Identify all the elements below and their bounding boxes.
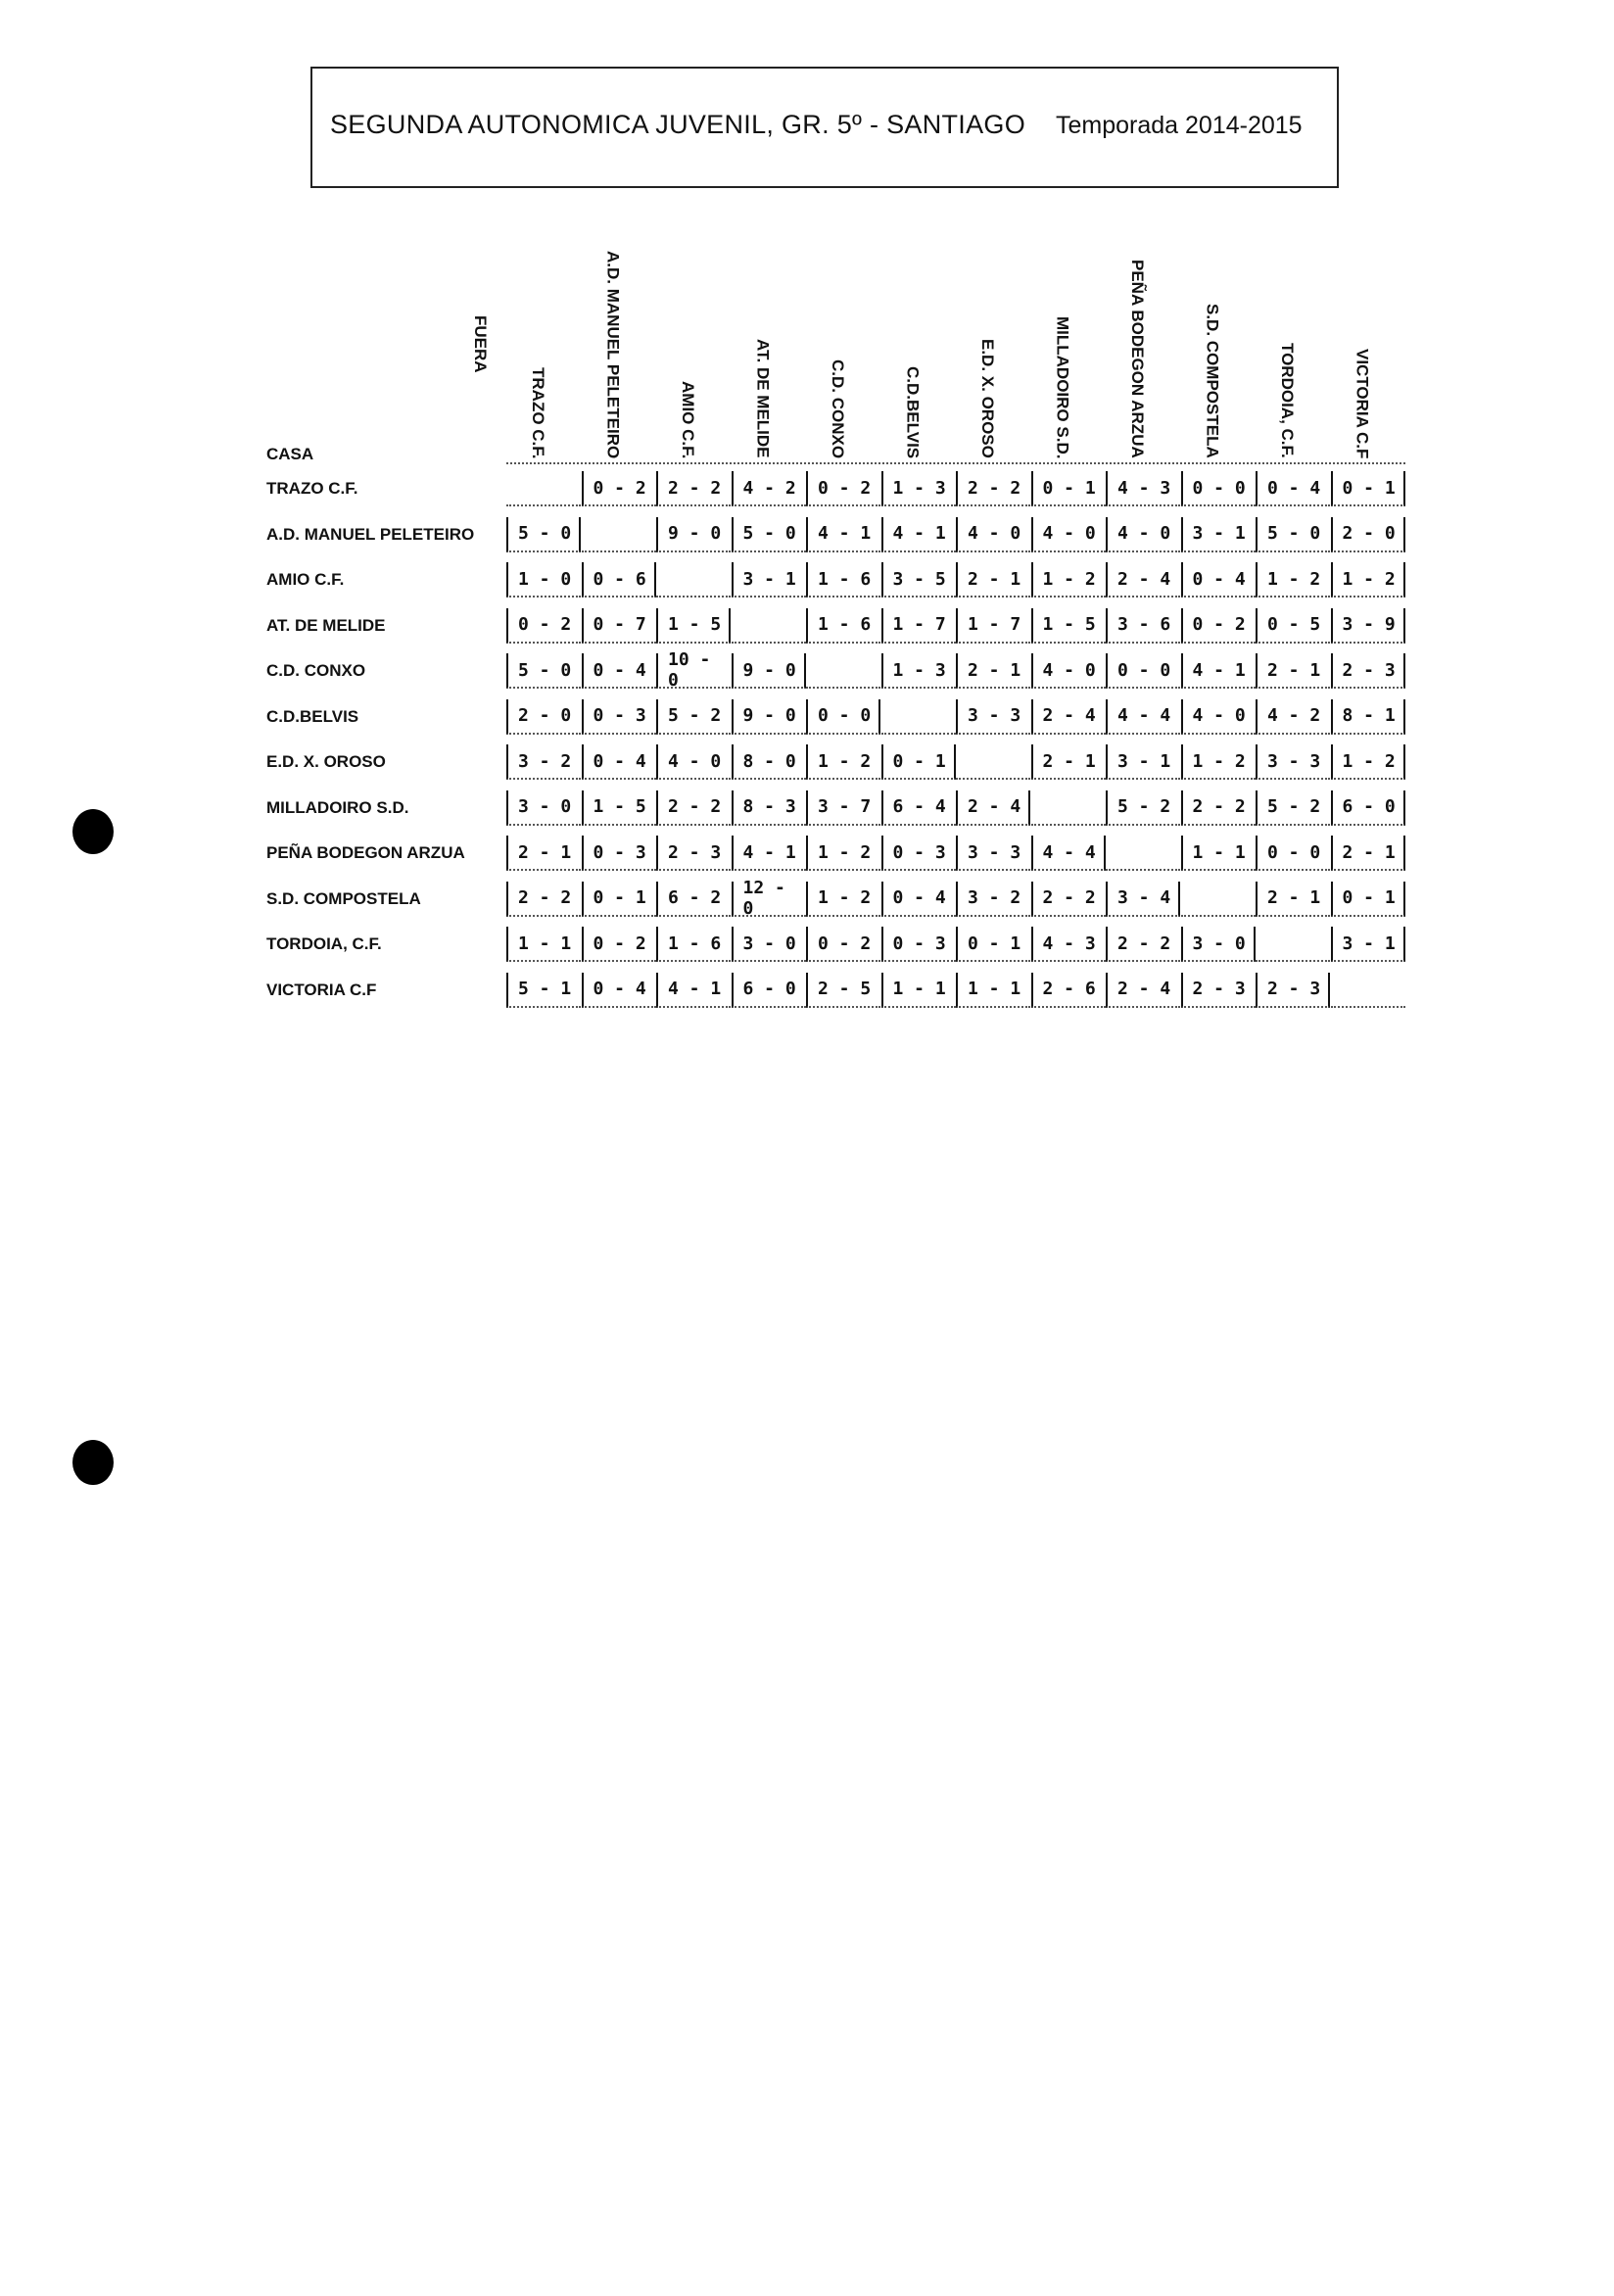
result-cell: 4 - 1 bbox=[881, 517, 956, 552]
result-cell: 3 - 0 bbox=[732, 927, 806, 962]
result-cell: 2 - 1 bbox=[956, 562, 1030, 598]
result-cell: 9 - 0 bbox=[656, 517, 731, 552]
column-header: AT. DE MELIDE bbox=[753, 339, 773, 458]
result-cell: 1 - 7 bbox=[956, 608, 1030, 644]
result-cell: 9 - 0 bbox=[732, 699, 806, 735]
result-cell: 0 - 1 bbox=[881, 744, 956, 780]
row-team-label: TRAZO C.F. bbox=[266, 479, 358, 498]
away-axis-label: FUERA bbox=[471, 315, 490, 373]
empty-cell bbox=[1031, 790, 1106, 826]
result-cell: 0 - 0 bbox=[1181, 471, 1256, 506]
result-cell: 6 - 4 bbox=[881, 790, 956, 826]
result-cell: 2 - 3 bbox=[1331, 653, 1405, 689]
header-rule bbox=[506, 462, 1405, 464]
row-team-label: AMIO C.F. bbox=[266, 570, 345, 589]
result-cell: 4 - 4 bbox=[1106, 699, 1180, 735]
result-cell: 0 - 3 bbox=[881, 927, 956, 962]
result-cell: 4 - 0 bbox=[956, 517, 1030, 552]
result-cell: 2 - 1 bbox=[506, 836, 581, 871]
result-cell: 4 - 1 bbox=[732, 836, 806, 871]
result-cell: 0 - 4 bbox=[582, 653, 656, 689]
result-cell: 3 - 0 bbox=[506, 790, 581, 826]
result-cell: 2 - 2 bbox=[656, 790, 731, 826]
result-cell: 2 - 2 bbox=[1181, 790, 1256, 826]
result-cell: 0 - 4 bbox=[582, 744, 656, 780]
result-cell: 10 - 0 bbox=[656, 653, 731, 689]
empty-cell bbox=[1256, 927, 1330, 962]
result-cell: 1 - 3 bbox=[881, 653, 956, 689]
result-cell: 2 - 2 bbox=[506, 882, 581, 917]
result-cell: 0 - 2 bbox=[506, 608, 581, 644]
result-cell: 0 - 0 bbox=[1106, 653, 1180, 689]
result-cell: 2 - 1 bbox=[1331, 836, 1405, 871]
result-cell: 0 - 7 bbox=[582, 608, 656, 644]
result-cell: 2 - 5 bbox=[806, 973, 880, 1008]
result-cell: 5 - 0 bbox=[732, 517, 806, 552]
empty-cell bbox=[881, 699, 956, 735]
result-cell: 1 - 2 bbox=[1331, 562, 1405, 598]
result-cell: 1 - 5 bbox=[1031, 608, 1106, 644]
result-cell: 6 - 0 bbox=[1331, 790, 1405, 826]
row-team-label: C.D.BELVIS bbox=[266, 706, 359, 726]
result-cell: 1 - 6 bbox=[656, 927, 731, 962]
result-cell: 2 - 2 bbox=[1106, 927, 1180, 962]
result-cell: 0 - 4 bbox=[1181, 562, 1256, 598]
result-cell: 2 - 2 bbox=[656, 471, 731, 506]
punch-hole bbox=[72, 1440, 114, 1485]
result-cell: 3 - 3 bbox=[1256, 744, 1330, 780]
result-cell: 0 - 1 bbox=[1331, 882, 1405, 917]
result-cell: 0 - 6 bbox=[582, 562, 656, 598]
result-cell: 6 - 2 bbox=[656, 882, 731, 917]
result-cell: 2 - 1 bbox=[956, 653, 1030, 689]
result-cell: 3 - 1 bbox=[1331, 927, 1405, 962]
result-cell: 5 - 0 bbox=[506, 653, 581, 689]
result-cell: 5 - 1 bbox=[506, 973, 581, 1008]
result-cell: 1 - 2 bbox=[1181, 744, 1256, 780]
result-cell: 0 - 2 bbox=[582, 471, 656, 506]
result-cell: 1 - 1 bbox=[881, 973, 956, 1008]
row-team-label: E.D. X. OROSO bbox=[266, 752, 386, 771]
result-cell: 3 - 4 bbox=[1106, 882, 1180, 917]
result-cell: 0 - 4 bbox=[881, 882, 956, 917]
result-cell: 0 - 4 bbox=[1256, 471, 1330, 506]
empty-cell bbox=[732, 608, 806, 644]
result-cell: 5 - 0 bbox=[1256, 517, 1330, 552]
result-cell: 0 - 0 bbox=[1256, 836, 1330, 871]
empty-cell bbox=[1331, 973, 1405, 1008]
result-cell: 1 - 1 bbox=[1181, 836, 1256, 871]
result-cell: 1 - 3 bbox=[881, 471, 956, 506]
result-cell: 3 - 0 bbox=[1181, 927, 1256, 962]
result-cell: 4 - 0 bbox=[1031, 517, 1106, 552]
result-cell: 3 - 9 bbox=[1331, 608, 1405, 644]
result-cell: 12 - 0 bbox=[732, 882, 806, 917]
row-team-label: MILLADOIRO S.D. bbox=[266, 797, 409, 817]
result-cell: 1 - 6 bbox=[806, 608, 880, 644]
result-cell: 3 - 6 bbox=[1106, 608, 1180, 644]
result-cell: 1 - 2 bbox=[806, 744, 880, 780]
result-cell: 1 - 0 bbox=[506, 562, 581, 598]
result-cell: 2 - 4 bbox=[1106, 973, 1180, 1008]
result-cell: 3 - 2 bbox=[956, 882, 1030, 917]
result-cell: 0 - 1 bbox=[1331, 471, 1405, 506]
result-cell: 3 - 7 bbox=[806, 790, 880, 826]
result-cell: 4 - 0 bbox=[656, 744, 731, 780]
result-cell: 0 - 0 bbox=[806, 699, 880, 735]
result-cell: 4 - 3 bbox=[1106, 471, 1180, 506]
empty-cell bbox=[806, 653, 880, 689]
result-cell: 2 - 2 bbox=[1031, 882, 1106, 917]
result-cell: 2 - 0 bbox=[506, 699, 581, 735]
result-cell: 2 - 4 bbox=[1106, 562, 1180, 598]
result-cell: 9 - 0 bbox=[732, 653, 806, 689]
column-header: A.D. MANUEL PELETEIRO bbox=[603, 250, 623, 458]
result-cell: 0 - 3 bbox=[881, 836, 956, 871]
result-cell: 0 - 3 bbox=[582, 699, 656, 735]
column-header: VICTORIA C.F bbox=[1353, 348, 1372, 458]
result-cell: 0 - 2 bbox=[582, 927, 656, 962]
column-header: TRAZO C.F. bbox=[529, 366, 547, 458]
result-cell: 0 - 2 bbox=[806, 927, 880, 962]
result-cell: 4 - 0 bbox=[1106, 517, 1180, 552]
result-cell: 4 - 4 bbox=[1031, 836, 1106, 871]
result-cell: 2 - 6 bbox=[1031, 973, 1106, 1008]
result-cell: 0 - 3 bbox=[582, 836, 656, 871]
result-cell: 1 - 1 bbox=[506, 927, 581, 962]
column-header: MILLADOIRO S.D. bbox=[1053, 315, 1072, 458]
result-cell: 2 - 3 bbox=[656, 836, 731, 871]
row-team-label: C.D. CONXO bbox=[266, 661, 366, 680]
result-cell: 5 - 2 bbox=[1106, 790, 1180, 826]
result-cell: 1 - 5 bbox=[582, 790, 656, 826]
column-header: TORDOIA, C.F. bbox=[1278, 343, 1297, 458]
result-cell: 2 - 1 bbox=[1031, 744, 1106, 780]
result-cell: 3 - 2 bbox=[506, 744, 581, 780]
season-label: Temporada 2014-2015 bbox=[1056, 112, 1303, 139]
result-cell: 2 - 2 bbox=[956, 471, 1030, 506]
empty-cell bbox=[956, 744, 1030, 780]
result-cell: 1 - 1 bbox=[956, 973, 1030, 1008]
result-cell: 2 - 1 bbox=[1256, 882, 1330, 917]
result-cell: 0 - 1 bbox=[1031, 471, 1106, 506]
result-cell: 1 - 2 bbox=[1031, 562, 1106, 598]
result-cell: 5 - 0 bbox=[506, 517, 581, 552]
result-cell: 8 - 1 bbox=[1331, 699, 1405, 735]
result-cell: 3 - 1 bbox=[732, 562, 806, 598]
result-cell: 4 - 1 bbox=[806, 517, 880, 552]
row-team-label: AT. DE MELIDE bbox=[266, 615, 386, 635]
empty-cell bbox=[1181, 882, 1256, 917]
home-axis-label: CASA bbox=[266, 445, 314, 463]
result-cell: 0 - 2 bbox=[1181, 608, 1256, 644]
result-cell: 6 - 0 bbox=[732, 973, 806, 1008]
result-cell: 0 - 4 bbox=[582, 973, 656, 1008]
result-cell: 3 - 1 bbox=[1106, 744, 1180, 780]
result-cell: 2 - 4 bbox=[956, 790, 1030, 826]
result-cell: 3 - 5 bbox=[881, 562, 956, 598]
result-cell: 1 - 2 bbox=[806, 836, 880, 871]
result-cell: 4 - 0 bbox=[1181, 699, 1256, 735]
result-cell: 8 - 0 bbox=[732, 744, 806, 780]
result-cell: 5 - 2 bbox=[656, 699, 731, 735]
result-cell: 3 - 3 bbox=[956, 836, 1030, 871]
result-cell: 0 - 1 bbox=[582, 882, 656, 917]
result-cell: 1 - 6 bbox=[806, 562, 880, 598]
result-cell: 2 - 3 bbox=[1256, 973, 1330, 1008]
column-header: E.D. X. OROSO bbox=[978, 339, 997, 458]
result-cell: 1 - 2 bbox=[1331, 744, 1405, 780]
result-cell: 4 - 1 bbox=[1181, 653, 1256, 689]
result-cell: 4 - 2 bbox=[1256, 699, 1330, 735]
page-title: SEGUNDA AUTONOMICA JUVENIL, GR. 5º - SANTIAGO bbox=[330, 110, 1026, 139]
column-header: AMIO C.F. bbox=[679, 380, 697, 458]
empty-cell bbox=[1106, 836, 1180, 871]
row-team-label: PEÑA BODEGON ARZUA bbox=[266, 843, 465, 862]
column-header: PEÑA BODEGON ARZUA bbox=[1128, 260, 1147, 458]
result-cell: 4 - 1 bbox=[656, 973, 731, 1008]
result-cell: 0 - 1 bbox=[956, 927, 1030, 962]
result-cell: 2 - 4 bbox=[1031, 699, 1106, 735]
result-cell: 1 - 2 bbox=[806, 882, 880, 917]
result-cell: 2 - 0 bbox=[1331, 517, 1405, 552]
row-team-label: A.D. MANUEL PELETEIRO bbox=[266, 524, 475, 544]
result-cell: 4 - 0 bbox=[1031, 653, 1106, 689]
result-cell: 1 - 5 bbox=[656, 608, 731, 644]
row-team-label: TORDOIA, C.F. bbox=[266, 934, 382, 953]
column-header: C.D.BELVIS bbox=[903, 365, 923, 458]
result-cell: 3 - 3 bbox=[956, 699, 1030, 735]
result-cell: 4 - 2 bbox=[732, 471, 806, 506]
result-cell: 0 - 2 bbox=[806, 471, 880, 506]
result-cell: 2 - 3 bbox=[1181, 973, 1256, 1008]
row-team-label: VICTORIA C.F bbox=[266, 980, 377, 999]
result-cell: 1 - 7 bbox=[881, 608, 956, 644]
result-cell: 8 - 3 bbox=[732, 790, 806, 826]
result-cell: 3 - 1 bbox=[1181, 517, 1256, 552]
row-team-label: S.D. COMPOSTELA bbox=[266, 888, 421, 908]
column-header: C.D. CONXO bbox=[829, 359, 847, 458]
result-cell: 5 - 2 bbox=[1256, 790, 1330, 826]
result-cell: 4 - 3 bbox=[1031, 927, 1106, 962]
empty-cell bbox=[506, 471, 581, 506]
punch-hole bbox=[72, 809, 114, 854]
empty-cell bbox=[656, 562, 731, 598]
result-cell: 1 - 2 bbox=[1256, 562, 1330, 598]
result-cell: 2 - 1 bbox=[1256, 653, 1330, 689]
column-header: S.D. COMPOSTELA bbox=[1203, 304, 1222, 458]
empty-cell bbox=[582, 517, 656, 552]
result-cell: 0 - 5 bbox=[1256, 608, 1330, 644]
